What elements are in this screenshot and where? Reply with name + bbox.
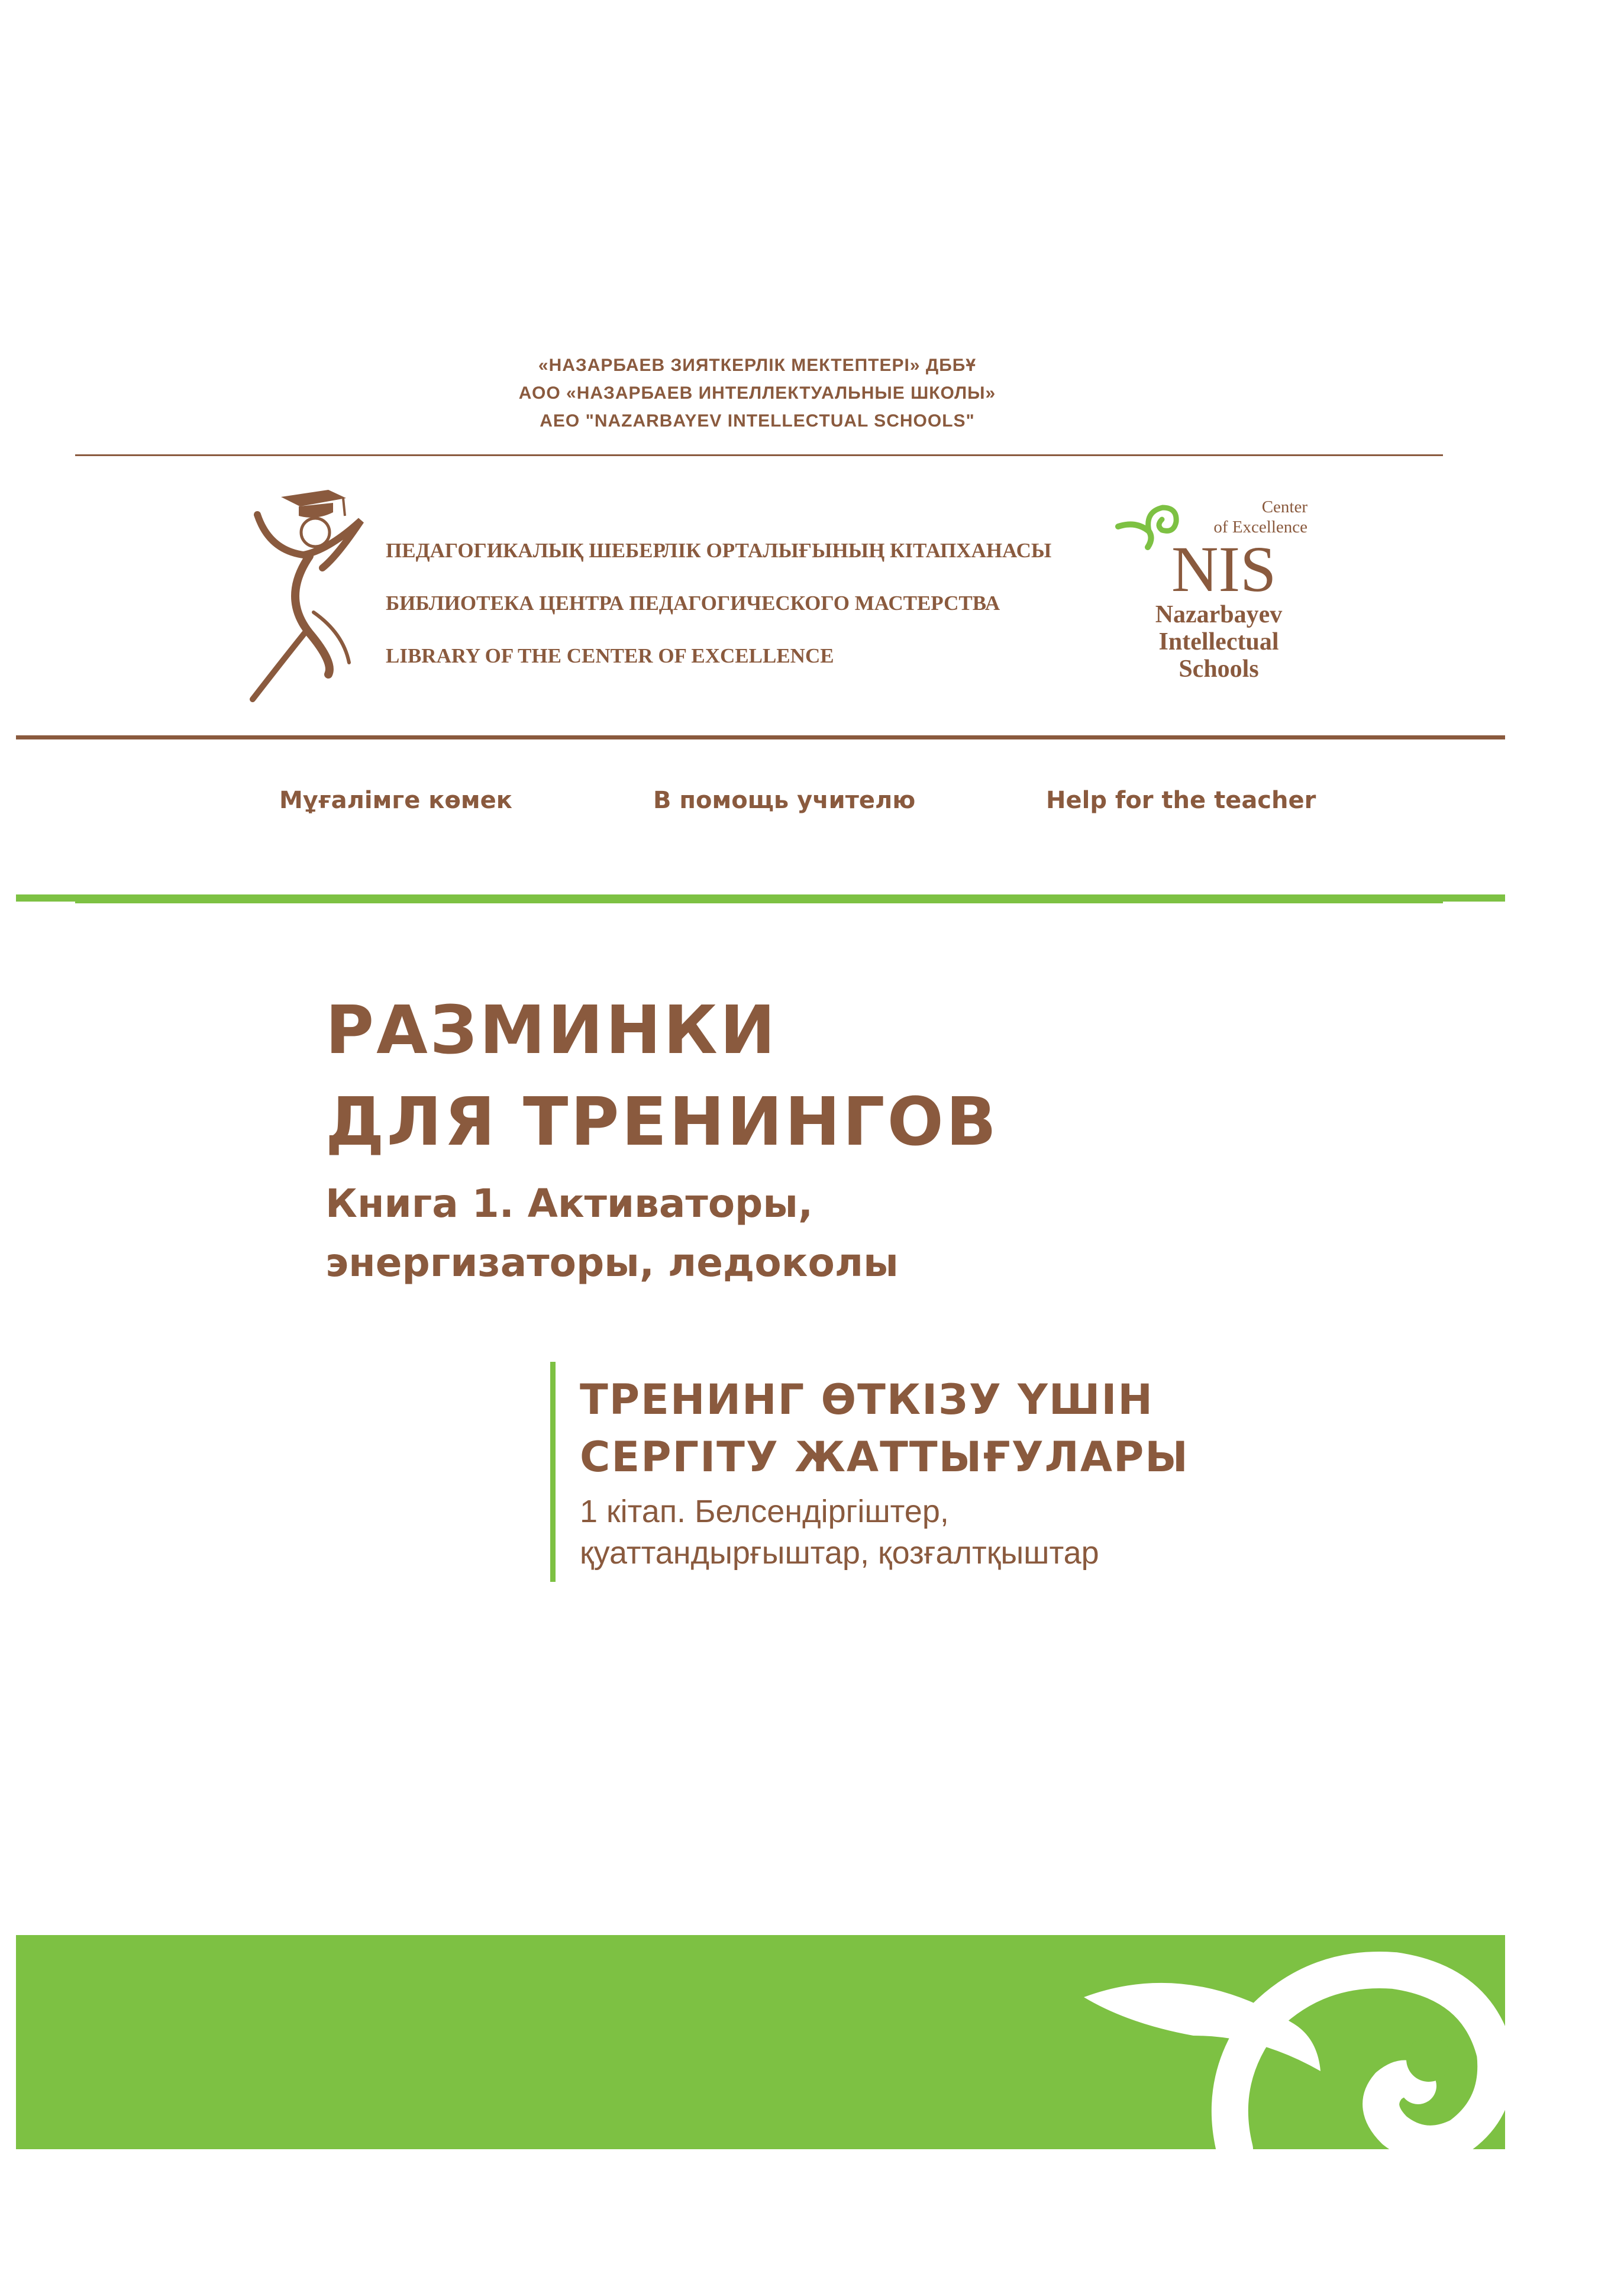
org-line-kz: «НАЗАРБАЕВ ЗИЯТКЕРЛІК МЕКТЕПТЕРІ» ДББҰ <box>538 356 977 375</box>
nis-name-line1: Nazarbayev <box>1155 601 1283 628</box>
library-names <box>386 524 1051 682</box>
org-line-ru: АОО «НАЗАРБАЕВ ИНТЕЛЛЕКТУАЛЬНЫЕ ШКОЛЫ» <box>518 383 996 403</box>
nis-logo <box>1112 491 1313 692</box>
book-title-kz <box>580 1371 1189 1486</box>
library-name-ru: БИБЛИОТЕКА ЦЕНТРА ПЕДАГОГИЧЕСКОГО МАСТЕРСТВА <box>386 592 1000 615</box>
header-divider <box>75 454 1443 456</box>
nis-name-line3: Schools <box>1179 655 1259 683</box>
title-line-2: ДЛЯ ТРЕНИНГОВ <box>325 1084 999 1161</box>
book-title-ru <box>325 985 999 1168</box>
nis-center-label: Center <box>1261 498 1307 516</box>
kz-title-line-1: ТРЕНИНГ ӨТКІЗУ ҮШІН <box>580 1375 1154 1424</box>
org-line-en: AEO "NAZARBAYEV INTELLECTUAL SCHOOLS" <box>540 411 975 431</box>
helper-en: Help for the teacher <box>1046 787 1316 814</box>
kz-title-accent-bar <box>550 1362 556 1582</box>
subtitle-line-1: Книга 1. Активаторы, <box>325 1181 813 1226</box>
green-divider <box>16 894 1505 902</box>
brown-divider <box>16 735 1505 739</box>
green-footer-band <box>16 1935 1505 2149</box>
kz-subtitle-line-1: 1 кітап. Белсендіргіштер, <box>580 1494 949 1529</box>
title-line-1: РАЗМИНКИ <box>325 992 778 1069</box>
green-divider-inner <box>75 902 1443 903</box>
helper-kz: Мұғалімге көмек <box>279 787 512 814</box>
book-subtitle-ru <box>325 1174 899 1293</box>
graduate-figure-icon <box>240 485 370 704</box>
library-name-en: LIBRARY OF THE CENTER OF EXCELLENCE <box>386 644 834 667</box>
kz-title-line-2: СЕРГІТУ ЖАТТЫҒУЛАРЫ <box>580 1433 1189 1481</box>
nis-excellence-label: of Excellence <box>1213 518 1307 537</box>
subtitle-line-2: энергизаторы, ледоколы <box>325 1240 899 1285</box>
library-name-kz: ПЕДАГОГИКАЛЫҚ ШЕБЕРЛІК ОРТАЛЫҒЫНЫҢ КІТАПХАНАСЫ <box>386 539 1052 562</box>
helper-ru: В помощь учителю <box>653 787 916 814</box>
nis-name-line2: Intellectual <box>1158 628 1279 655</box>
organization-header <box>0 351 1515 435</box>
kz-subtitle-line-2: қуаттандырғыштар, қозғалтқыштар <box>580 1535 1099 1571</box>
book-subtitle-kz <box>580 1491 1099 1574</box>
nis-abbreviation: NIS <box>1171 533 1277 605</box>
